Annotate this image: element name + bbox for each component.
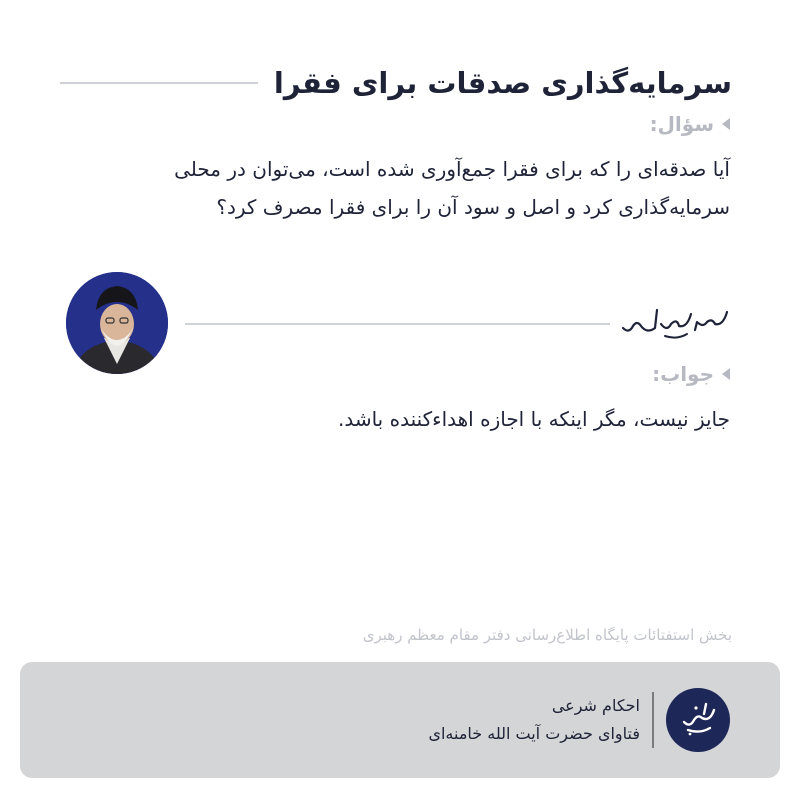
answer-label-text: جواب: [652, 362, 714, 386]
question-text [62, 150, 730, 226]
title-row [60, 58, 732, 108]
page-title: سرمایه‌گذاری صدقات برای فقرا [273, 66, 732, 100]
title-divider [60, 82, 258, 84]
basmala-calligraphy [617, 300, 732, 345]
basmala-divider [185, 323, 610, 325]
fegh-maaref-logo [666, 688, 730, 752]
question-line: سرمایه‌گذاری کرد و اصل و سود آن را برای فقرا مصرف کرد؟ [216, 195, 730, 219]
question-line: آیا صدقه‌ای را که برای فقرا جمع‌آوری شده است، می‌توان در محلی [174, 157, 730, 181]
source-credit: بخش استفتائات پایگاه اطلاع‌رسانی دفتر مقام معظم رهبری [362, 626, 732, 644]
triangle-bullet-icon [722, 368, 730, 380]
footer-title: احکام شرعی [551, 696, 640, 715]
triangle-bullet-icon [722, 118, 730, 130]
footer-bar [20, 662, 780, 778]
question-label [650, 112, 730, 136]
answer-text: جایز نیست، مگر اینکه با اجازه اهداءکننده باشد. [337, 407, 730, 431]
portrait-avatar [66, 272, 168, 374]
footer-subtitle: فتاوای حضرت آیت الله خامنه‌ای [428, 724, 640, 743]
footer-separator [652, 692, 654, 748]
question-label-text: سؤال: [649, 112, 714, 136]
answer-label [652, 362, 730, 386]
